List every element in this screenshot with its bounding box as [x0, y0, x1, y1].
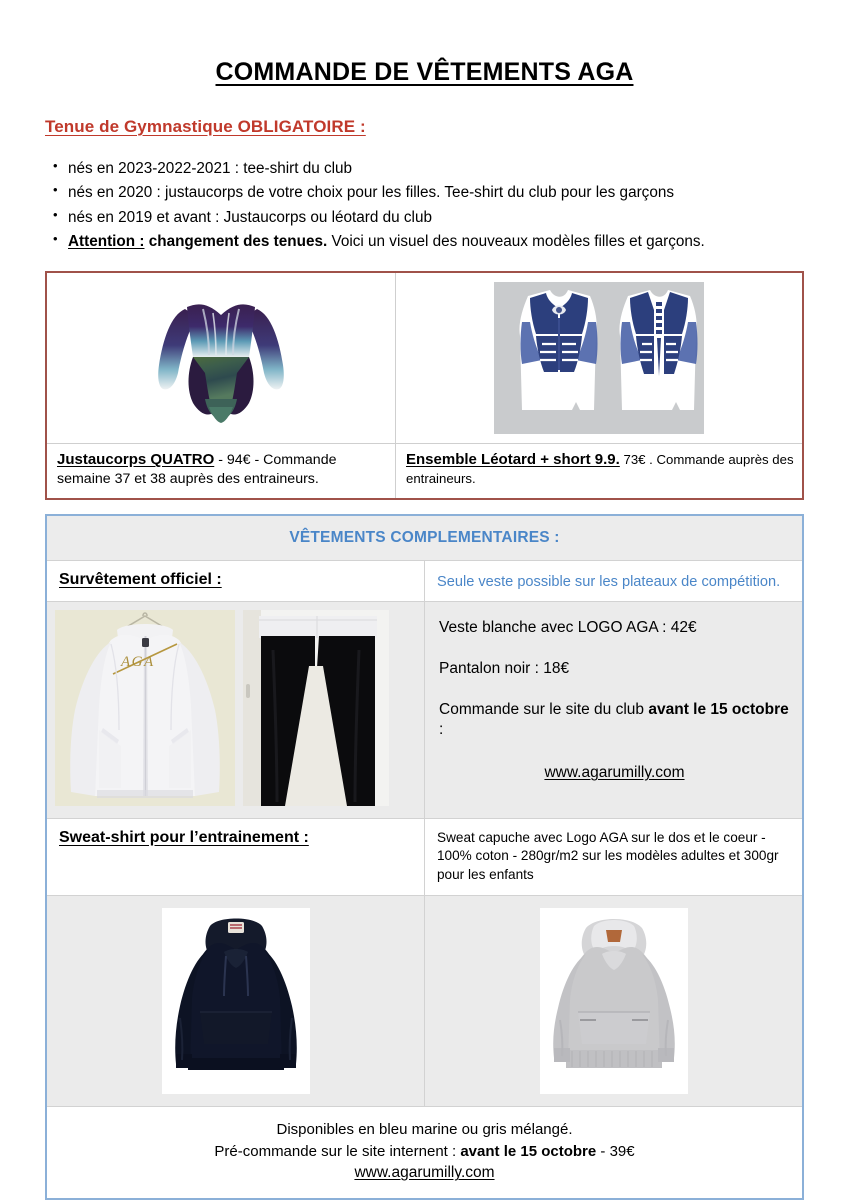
table-row — [46, 601, 803, 818]
tracksuit-note: Seule veste possible sur les plateaux de compétition. — [437, 573, 781, 590]
section-subtitle: Tenue de Gymnastique OBLIGATOIRE : — [45, 117, 366, 136]
requirements-list — [45, 137, 804, 253]
complementary-banner-cell — [46, 515, 803, 561]
black-tracksuit-pants-icon — [243, 610, 389, 806]
ensemble-leotard-short-icon — [494, 282, 704, 434]
sweatshirt-description-cell — [425, 818, 804, 895]
girls-product-name: Justaucorps QUATRO — [57, 451, 215, 468]
boys-caption-cell — [396, 444, 804, 499]
requirement-text: nés en 2020 : justaucorps de votre choix pour les filles. Tee-shirt du club pour les garçons — [68, 184, 674, 202]
sweatshirt-label-cell — [46, 818, 425, 895]
grey-hoodie-icon — [540, 908, 688, 1094]
club-website-line — [439, 761, 790, 782]
order-deadline: avant le 15 octobre — [648, 701, 789, 719]
sweatshirt-footer-cell — [46, 1106, 803, 1198]
table-row — [46, 272, 803, 444]
attention-label: Attention : — [68, 232, 145, 250]
page-title: COMMANDE DE VÊTEMENTS AGA — [215, 58, 634, 86]
table-row — [46, 895, 803, 1106]
list-item — [53, 157, 804, 180]
requirement-text: nés en 2023-2022-2021 : tee-shirt du club — [68, 160, 353, 177]
footer-line-3 — [47, 1162, 802, 1184]
club-website-link[interactable]: www.agarumilly.com — [544, 764, 685, 782]
attention-rest: Voici un visuel des nouveaux modèles filles et garçons. — [327, 232, 705, 250]
grey-hoodie-cell — [425, 895, 804, 1106]
footer-deadline: avant le 15 octobre — [460, 1142, 597, 1160]
sweatshirt-description: Sweat capuche avec Logo AGA sur le dos et le coeur - 100% coton - 280gr/m2 sur les modèles adultes et 300gr pour les enfants — [437, 829, 779, 883]
jacket-aga-logo-text: AGA — [121, 653, 155, 670]
list-item — [53, 206, 804, 229]
tracksuit-label: Survêtement officiel : — [59, 570, 222, 588]
list-item — [53, 181, 804, 204]
table-row — [46, 818, 803, 895]
tracksuit-label-cell — [46, 560, 425, 601]
footer-price: - 39€ — [596, 1142, 635, 1160]
table-row — [46, 444, 803, 499]
justaucorps-quatro-icon — [141, 281, 301, 436]
boys-outfit-image-cell — [396, 272, 804, 444]
order-instruction-line — [439, 700, 790, 739]
navy-hoodie-cell — [46, 895, 425, 1106]
white-tracksuit-jacket-icon — [55, 610, 235, 806]
attention-bold: changement des tenues. — [144, 232, 328, 250]
complementary-banner-text: VÊTEMENTS COMPLEMENTAIRES : — [289, 528, 560, 546]
table-row — [46, 515, 803, 561]
sweatshirt-label: Sweat-shirt pour l’entrainement : — [59, 828, 309, 846]
pants-price-line: Pantalon noir : 18€ — [439, 659, 570, 677]
boys-product-detail: 73€ . Commande auprès des entraineurs. — [406, 452, 794, 486]
footer-website-link[interactable]: www.agarumilly.com — [354, 1164, 495, 1182]
girls-caption-cell — [46, 444, 396, 499]
requirement-text: nés en 2019 et avant : Justaucorps ou léotard du club — [68, 208, 432, 226]
girls-leotard-image-cell — [46, 272, 396, 444]
girls-product-detail: - 94€ - Commande semaine 37 et 38 auprès des entraineurs. — [57, 452, 337, 487]
complementary-clothing-table — [45, 514, 804, 1200]
boys-product-name: Ensemble Léotard + short 9.9. — [406, 451, 620, 468]
footer-line-2 — [47, 1141, 802, 1163]
footer-prefix: Pré-commande sur le site internent : — [214, 1142, 461, 1160]
tracksuit-info-cell — [425, 601, 804, 818]
order-suffix: : — [439, 720, 444, 738]
mandatory-outfits-table — [45, 271, 804, 500]
tracksuit-note-cell — [425, 560, 804, 601]
tracksuit-photos-cell — [46, 601, 425, 818]
table-row — [46, 1106, 803, 1198]
tracksuit-photo-row — [55, 610, 424, 806]
order-prefix: Commande sur le site du club — [439, 701, 649, 719]
footer-line-1: Disponibles en bleu marine ou gris mélangé. — [276, 1120, 573, 1138]
list-item-attention — [53, 230, 804, 253]
jacket-price-line: Veste blanche avec LOGO AGA : 42€ — [439, 618, 697, 636]
table-row — [46, 560, 803, 601]
navy-hoodie-icon — [162, 908, 310, 1094]
